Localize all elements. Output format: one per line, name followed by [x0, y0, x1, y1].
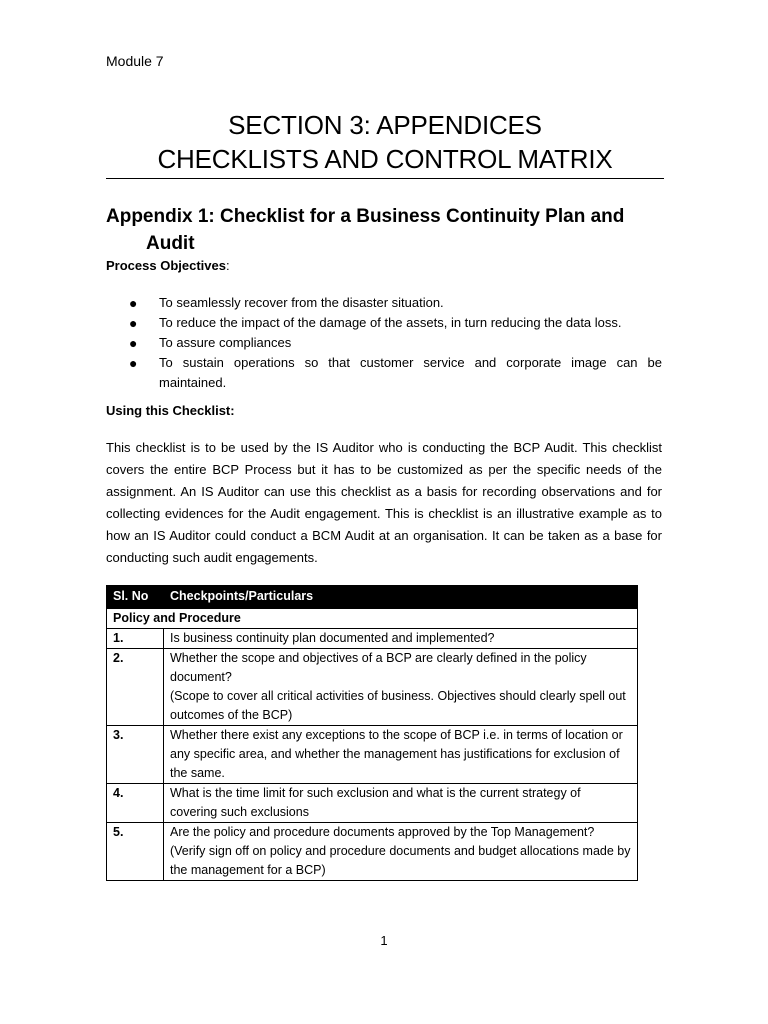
section-policy-and-procedure: Policy and Procedure [107, 609, 638, 629]
appendix-heading-line1: Appendix 1: Checklist for a Business Continuity Plan and [106, 206, 625, 227]
row-checkpoint [164, 823, 638, 881]
row-checkpoint [164, 726, 638, 784]
list-item [106, 313, 662, 333]
table-row [107, 823, 638, 881]
checkpoint-text: Whether the scope and objectives of a BCP are clearly defined in the policy document? [170, 651, 587, 684]
row-checkpoint [164, 784, 638, 823]
process-objectives-colon: : [225, 258, 230, 273]
objectives-list [106, 293, 662, 393]
checkpoint-text: Whether there exist any exceptions to the scope of BCP i.e. in terms of location or any specific area, and whether the management has justifications for exclusion of the same. [170, 728, 623, 780]
table-row [107, 649, 638, 726]
using-checklist-heading: Using this Checklist: [106, 403, 235, 418]
title-divider [106, 178, 664, 179]
checkpoint-text: What is the time limit for such exclusion and what is the current strategy of covering such exclusions [170, 786, 581, 819]
row-number: 3. [107, 726, 164, 784]
bullet-icon: ● [129, 335, 138, 351]
header-checkpoints: Checkpoints/Particulars [164, 586, 638, 609]
list-item [106, 293, 662, 313]
section-subtitle: CHECKLISTS AND CONTROL MATRIX [157, 144, 613, 174]
list-item [106, 353, 662, 393]
table-header-row [107, 586, 638, 609]
row-checkpoint [164, 649, 638, 726]
row-number: 4. [107, 784, 164, 823]
objective-text: To assure compliances [159, 335, 292, 350]
row-number: 2. [107, 649, 164, 726]
bullet-icon: ● [129, 295, 138, 311]
list-item [106, 333, 662, 353]
page-number: 1 [380, 933, 388, 948]
control-matrix-table [106, 585, 638, 881]
table-row [107, 726, 638, 784]
module-label: Module 7 [106, 53, 164, 69]
table-section-row [107, 609, 638, 629]
row-checkpoint [164, 629, 638, 649]
appendix-heading-line2: Audit [146, 233, 195, 254]
bullet-icon: ● [129, 355, 138, 371]
process-objectives-label [106, 258, 230, 273]
checkpoint-text: Is business continuity plan documented and implemented? [170, 631, 495, 645]
table-row [107, 784, 638, 823]
bullet-icon: ● [129, 315, 138, 331]
checkpoint-note: (Verify sign off on policy and procedure documents and budget allocations made by the management for a BCP) [170, 844, 631, 877]
objective-text: To seamlessly recover from the disaster situation. [159, 295, 444, 310]
section-title: SECTION 3: APPENDICES [228, 110, 542, 140]
objective-text: To sustain operations so that customer service and corporate image can be maintained. [159, 355, 662, 390]
checkpoint-text: Are the policy and procedure documents approved by the Top Management? [170, 825, 595, 839]
process-objectives-text: Process Objectives [106, 258, 226, 273]
table-row [107, 629, 638, 649]
objective-text: To reduce the impact of the damage of the assets, in turn reducing the data loss. [159, 315, 622, 330]
row-number: 5. [107, 823, 164, 881]
header-sl-no: Sl. No [107, 586, 164, 609]
appendix-heading [106, 203, 662, 257]
row-number: 1. [107, 629, 164, 649]
using-checklist-paragraph: This checklist is to be used by the IS Auditor who is conducting the BCP Audit. This checklist covers the entire BCP Process but it has to be customized as per the specific needs of the assignment. An IS Auditor can use this checklist as a basis for recording observations and for collecting evidences for the Audit engagement. This is checklist is an illustrative example as to how an IS Auditor could conduct a BCM Audit at an organisation. It can be taken as a base for conducting such audit engagements. [106, 440, 662, 565]
checkpoint-note: (Scope to cover all critical activities of business. Objectives should clearly spell out outcomes of the BCP) [170, 689, 626, 722]
